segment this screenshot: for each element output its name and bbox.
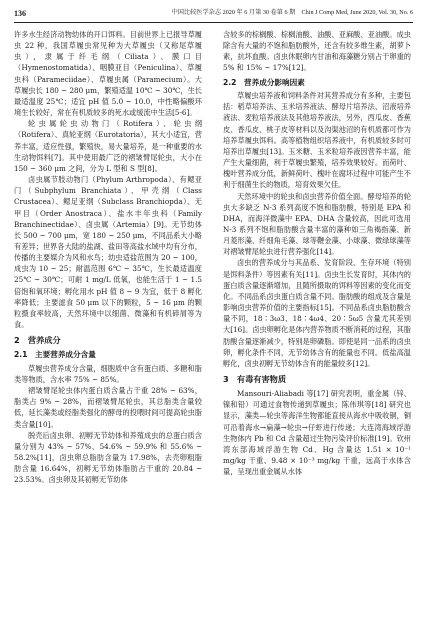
paragraph: 褶皱臂尾轮虫体内蛋白质含量占干重 28% ~ 63%，脂类占 9% ~ 28%，而褶皱臂尾轮虫，其总脂类含量较低，延长藻类或经脂类强化的酵母的投喂时间可提高轮虫脂类含量[10]。 [14, 386, 202, 429]
subsection-heading: 2.1 主要营养成分含量 [14, 350, 96, 360]
section-heading: 2 营养成分 [14, 335, 61, 346]
paragraph: 天然环境中的轮虫和卤虫营养价值全面。酵母培养的轮虫大多缺乏 N-3 系列高度不饱和脂肪酸，特别是 EPA 和 DHA，而海洋微藻中 EPA、DHA 含量较高，因此可选用 N-3 系列不饱和脂肪酸含量丰富的藻种如三角褐指藻、新月菱形藻、纤细角毛藻、球等鞭金藻、小球藻、微绿球藻等对褶皱臂尾轮虫进行营养强化[14]。 [223, 191, 411, 257]
paragraph: 卤虫的营养成分与其品系、发育阶段、生存环境（特别是饵料条件）等因素有关[11]。卤虫生长发育时，其体内的蛋白质含量逐渐增加，且随所摄取的饵料等因素的变化而变化。不同品系卤虫蛋白质含量不同。脂肪酸的组成及含量是影响卤虫营养价值的主要指标[15]。不同品系卤虫脂肪酸含量不同，18∶3ω3、18∶4ω4、20∶5ω5 含量尤其差别大[16]。卤虫卵孵化是体内营养物质不断消耗的过程，其脂肪酸含量逐渐减少，特别是卵磷脂。即使是同一品系的卤虫卵，孵化条件不同，无节幼体含有的能量也不同。低盐高温孵化，卤虫初孵无节幼体含有的能量较多[12]。 [223, 258, 411, 368]
paragraph: 卤虫属节肢动物门（Phylum Arthropoda）、有鳃亚门（Subphylum Branchiata）、甲壳纲（Class Crustacea）、鳃足亚纲（Subclass Branchiopda）、无甲目（Order Anostraca）、盐水丰年虫科（Family Branchinectidae）、卤虫属（Artemia）[9]。无节幼体长 500 ~ 700 μm，宽 180 ~ 250 μm，不同品系大小略有差异；世界各大陆的盐湖、盐田等高盐水域中均有分布，传播的主要媒介为风和水鸟；幼虫适盐范围为 20 ~ 100，成虫为 10 ~ 25；耐温范围 6℃ ~ 35℃，生长最适温度 25℃ ~ 30℃；可耐 1 mg/L 低氧，也能生活于 1 ~ 1.5 倍饱和氧环境；孵化用水 pH 值 8 ~ 9 为宜，低于 8 孵化率降低；主要滤食 50 μm 以下的颗粒，5 ~ 16 μm 的颗粒摄食率较高，天然环境中以细菌、微藻和有机碎屑等为食。 [14, 175, 202, 330]
paragraph: Mansouri-Aliabadi 等[17] 研究表明，重金属（锌、镍和铅）可通过食物传递到草履虫；陈伟琪等[18] 研究也显示，藻类—轮虫等海洋生物都能直接从海水中吸收铜，铜可沿着海水→扁藻→轮虫→仔虾进行传递；大连湾海域浮游生物体内 Pb 和 Cd 含量超过生物污染评价标准[19]。钦州湾东部海域浮游生物 Cd、Hg 含量达 1.51 × 10⁻¹ mg/kg 干重、9.48 × 10⁻³ mg/kg 干重，远高于水体含量，呈现出重金属从水体 [223, 389, 411, 477]
right-column [223, 29, 411, 477]
running-header [14, 6, 413, 23]
paragraph: 轮虫属轮虫动物门（Rotifera）、轮虫纲（Rotifera）、真轮亚纲（Eurotatoria），其大小适宜，营养丰富，适应性强，繁殖快，易大量培养，是一种重要的水生动物饵料[7]。其中使用最广泛的褶皱臂尾轮虫，大小在 150 ~ 360 μm 之间，分为 L 型和 S 型[8]。 [14, 119, 202, 173]
left-column [14, 29, 202, 485]
paragraph: 含较多的棕榈酸、棕榈油酸、油酸、亚麻酸、亚油酸。成虫除含有大量的不饱和脂肪酸外，还含有较多维生素，胡萝卜素，抗坏血酸。卤虫休眠卵内甘油和海藻糖分别占干卵重的 5% 和 15% ~ 17%[12]。 [223, 30, 411, 73]
section-heading: 3 有毒有害物质 [223, 374, 287, 385]
paragraph: 脱壳后卤虫卵、初孵无节幼体和养殖成虫的总蛋白质含量分别为 43% ~ 57%、54.6% ~ 59.9% 和 55.6% ~ 58.2%[11]，卤虫卵总脂肪含量为 17.98%，去壳卵粗脂肪含量 16.64%，初孵无节幼体脂肪占干重的 20.84 ~ 23.53%。卤虫卵及其初孵无节幼体 [14, 430, 202, 485]
paragraph: 草履虫培养液和饲料条件对其营养成分有多种，主要包括：稻草培养法、玉米培养液法、酵母片培养法、沼液培养液法、麦粒培养液法及其他培养液法，另外，西瓜皮、香蕉皮、香瓜皮、桃子皮等材料以及沟渠池沼的有机质都可作为培养草履虫饵料。高等植物组织培养液中，有机质较多时可培养出草履虫[13]。玉米糖、玉米粒培养液因营养丰富，能产生大量细菌，利于草履虫繁殖，培养效果较好。而荷叶、槐叶营养成分低，新鲜荷叶、槐叶在腐坏过程中可能产生不利于细菌生长的物质，培育效果欠佳。 [223, 91, 411, 190]
page-number: 136 [14, 9, 26, 18]
subsection-heading: 2.2 营养成分影响因素 [223, 77, 305, 87]
journal-title: 中国比较医学杂志 2020 年 6 月第 30 卷第 6 期 Chin J Comp Med, June 2020, Vol. 30, No. 6 [171, 9, 413, 16]
paragraph: 草履虫营养成分含量，细胞质中含有蛋白质、多糖和脂类等物质，含水率 75% ~ 85%。 [14, 363, 202, 384]
paragraph: 许多水生经济动物幼体的开口饵料。目前世界上已报导草履虫 22 种，我国草履虫常见种为大草履虫（又称尾草履虫），隶属于纤毛纲（Ciliata）、膜口目（Hymenostomatida）、咽膜亚目（Peniculina）、草履虫科（Parameciidae）、草履虫属（Paramecium）。大草履虫长 180 ~ 280 μm，繁殖适温 10℃ ~ 30℃，生长最适温度 25℃；适宜 pH 值 5.0 ~ 10.0，中性略偏酸环境生长较好，常在有机质较多的死水或缓流中生活[5-6]。 [14, 30, 202, 118]
